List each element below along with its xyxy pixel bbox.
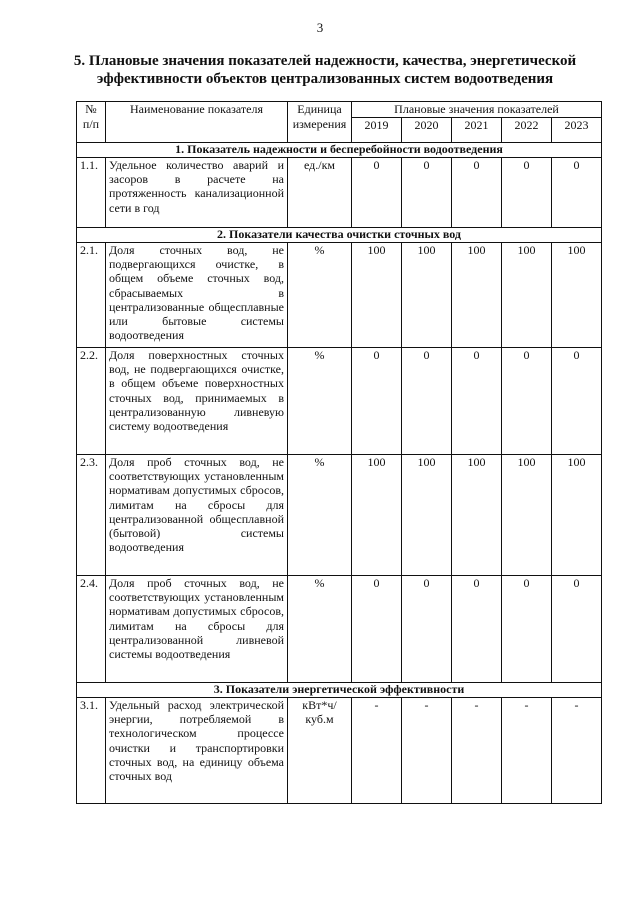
row-value: 0: [452, 576, 502, 683]
row-num: 2.4.: [77, 576, 106, 683]
row-value: 0: [552, 576, 602, 683]
row-value: 0: [352, 576, 402, 683]
row-value: -: [452, 698, 502, 804]
table-row: [77, 698, 602, 804]
row-value: 0: [502, 348, 552, 455]
table-row: [77, 348, 602, 455]
row-num: 1.1.: [77, 158, 106, 228]
row-value: 0: [402, 348, 452, 455]
header-num: № п/п: [77, 102, 106, 143]
row-unit: %: [288, 348, 352, 455]
row-value: 0: [502, 576, 552, 683]
row-num: 2.1.: [77, 243, 106, 348]
row-value: 100: [502, 243, 552, 348]
row-value: 100: [402, 243, 452, 348]
row-name: Доля проб сточных вод, не соответствующих установленным нормативам допустимых сбросов, лимитам на сбросы для централизованной общесплавной (бытовой) системы водоотведения: [106, 455, 288, 576]
row-value: 0: [452, 348, 502, 455]
row-num: 3.1.: [77, 698, 106, 804]
table-row: [77, 158, 602, 228]
row-value: 100: [552, 243, 602, 348]
row-name: Удельное количество аварий и засоров в расчете на протяженность канализационной сети в год: [106, 158, 288, 228]
row-value: 100: [452, 243, 502, 348]
header-year: 2022: [502, 118, 552, 143]
row-value: 100: [552, 455, 602, 576]
row-value: -: [502, 698, 552, 804]
row-name: Доля проб сточных вод, не соответствующих установленным нормативам допустимых сбросов, лимитам на сбросы для централизованной ливневой системы водоотведения: [106, 576, 288, 683]
row-name: Доля сточных вод, не подвергающихся очистке, в общем объеме сточных вод, сбрасываемых в централизованные общесплавные или бытовые системы водоотведения: [106, 243, 288, 348]
row-value: 0: [352, 158, 402, 228]
header-plan-values: Плановые значения показателей: [352, 102, 602, 118]
heading-line-1: 5. Плановые значения показателей надежности, качества, энергетической: [73, 53, 577, 69]
row-num: 2.2.: [77, 348, 106, 455]
row-unit: кВт*ч/ куб.м: [288, 698, 352, 804]
row-value: -: [352, 698, 402, 804]
page-number: 3: [316, 20, 324, 35]
header-year: 2023: [552, 118, 602, 143]
header-year: 2021: [452, 118, 502, 143]
section-title: 1. Показатель надежности и бесперебойности водоотведения: [77, 143, 602, 158]
row-value: 100: [502, 455, 552, 576]
table-row: [77, 243, 602, 348]
header-year: 2020: [402, 118, 452, 143]
row-name: Удельный расход электрической энергии, потребляемой в технологическом процессе очистки и транспортировки сточных вод, на единицу объема сточных вод: [106, 698, 288, 804]
row-unit: ед./км: [288, 158, 352, 228]
header-name: Наименование показателя: [106, 102, 288, 143]
row-value: 0: [352, 348, 402, 455]
table-row: [77, 455, 602, 576]
document-heading: [40, 52, 610, 88]
row-value: 100: [352, 455, 402, 576]
row-value: 0: [402, 158, 452, 228]
section-title: 3. Показатели энергетической эффективности: [77, 683, 602, 698]
row-value: 0: [502, 158, 552, 228]
heading-line-2: эффективности объектов централизованных систем водоотведения: [96, 71, 554, 87]
section-title: 2. Показатели качества очистки сточных вод: [77, 228, 602, 243]
row-unit: %: [288, 243, 352, 348]
header-unit: Единица измерения: [288, 102, 352, 143]
row-value: 100: [352, 243, 402, 348]
row-value: 100: [402, 455, 452, 576]
indicators-table: [76, 101, 602, 804]
table-row: [77, 576, 602, 683]
row-value: 0: [452, 158, 502, 228]
row-value: 0: [402, 576, 452, 683]
row-value: 0: [552, 348, 602, 455]
row-value: -: [552, 698, 602, 804]
row-value: 100: [452, 455, 502, 576]
row-unit: %: [288, 576, 352, 683]
row-name: Доля поверхностных сточных вод, не подвергающихся очистке, в общем объеме поверхностных сточных вод, принимаемых в централизованную ливневую систему водоотведения: [106, 348, 288, 455]
row-unit: %: [288, 455, 352, 576]
row-value: -: [402, 698, 452, 804]
header-year: 2019: [352, 118, 402, 143]
row-num: 2.3.: [77, 455, 106, 576]
row-value: 0: [552, 158, 602, 228]
